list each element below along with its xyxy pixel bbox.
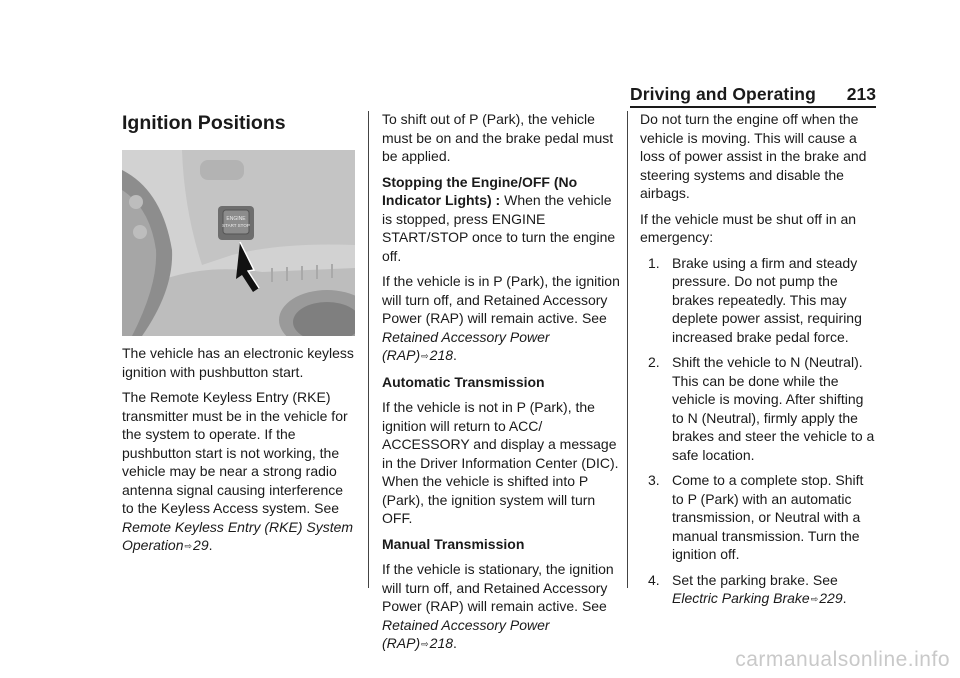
paragraph-keyless-ignition: The vehicle has an electronic keyless ignition with pushbutton start. — [122, 345, 354, 380]
column-divider-2 — [627, 111, 628, 588]
paragraph-automatic: If the vehicle is not in P (Park), the ignition will return to ACC/ ACCESSORY and display a message in the Driver Information Center (DIC). When the vehicle is shifted into P (Park), the ignition system will turn OFF. — [382, 399, 619, 526]
page-ref-arrow-icon: ⇨ — [421, 639, 429, 649]
page-ref-arrow-icon: ⇨ — [810, 594, 819, 604]
xref-electric-parking-brake[interactable]: Electric Parking Brake⇨229 — [672, 590, 843, 606]
page-number: 213 — [846, 84, 876, 104]
ignition-button-illustration — [122, 150, 355, 336]
list-item: 4. Set the parking brake. See Electric Parking Brake⇨229. — [648, 571, 847, 606]
page-ref-arrow-icon: ⇨ — [184, 541, 193, 551]
button-label-engine: ENGINE — [226, 216, 246, 222]
subheading-manual-transmission: Manual Transmission — [382, 535, 525, 552]
section-title: Driving and Operating — [630, 84, 816, 104]
section-heading: Ignition Positions — [122, 112, 286, 134]
paragraph-do-not-turn-off: Do not turn the engine off when the vehicle is moving. This will cause a loss of power assist in the brake and steering systems and disable the airbags. — [640, 111, 867, 201]
header-rule — [630, 106, 876, 108]
list-item: 2. Shift the vehicle to N (Neutral). This can be done while the vehicle is moving. After shifting to N (Neutral), firmly apply the brakes and steer the vehicle to a safe location. — [648, 354, 875, 463]
column-divider-1 — [368, 111, 369, 588]
paragraph-stopping-engine: Stopping the Engine/OFF (No Indicator Lights) : When the vehicle is stopped, press ENGINE START/STOP once to turn the engine off. — [382, 173, 616, 264]
paragraph-emergency: If the vehicle must be shut off in an emergency: — [640, 210, 857, 245]
paragraph-rap: If the vehicle is in P (Park), the ignition will turn off, and Retained Accessory Power (RAP) will remain active. See Retained Accessory Power (RAP)⇨218. — [382, 273, 620, 363]
paragraph-manual: If the vehicle is stationary, the ignition will turn off, and Retained Accessory Power (RAP) will remain active. See Retained Accessory Power (RAP)⇨218. — [382, 561, 614, 651]
column-1 — [122, 111, 358, 135]
paragraph-rke: The Remote Keyless Entry (RKE) transmitter must be in the vehicle for the system to operate. If the pushbutton start is not working, the vehicle may be near a strong radio antenna signal causing interference to the Keyless Access system. See Remote Keyless Entry (RKE) System Operation⇨29. — [122, 389, 354, 553]
list-item: 3. Come to a complete stop. Shift to P (Park) with an automatic transmission, or Neutral with a manual transmission. Turn the ignition off. — [648, 472, 864, 562]
xref-rap[interactable]: Retained Accessory Power (RAP)⇨218 — [382, 328, 550, 363]
button-label-start-stop: START STOP — [222, 223, 250, 228]
column-3 — [640, 110, 878, 616]
running-header — [620, 84, 876, 108]
subheading-automatic-transmission: Automatic Transmission — [382, 373, 545, 390]
xref-rke-system-operation[interactable]: Remote Keyless Entry (RKE) System Operation⇨29 — [122, 518, 354, 553]
xref-rap-2[interactable]: Retained Accessory Power (RAP)⇨218 — [382, 616, 550, 651]
list-item: 1. Brake using a firm and steady pressure. Do not pump the brakes repeatedly. This may deplete power assist, requiring increased brake pedal force. — [648, 254, 862, 345]
emergency-steps-list — [648, 254, 878, 609]
run-in-heading-stopping: Stopping the Engine/OFF (No Indicator Lights) : — [382, 173, 578, 208]
watermark: carmanualsonline.info — [735, 648, 950, 671]
column-1-body — [122, 344, 358, 563]
paragraph-shift-out-of-park: To shift out of P (Park), the vehicle must be on and the brake pedal must be applied. — [382, 111, 614, 164]
page-ref-arrow-icon: ⇨ — [421, 351, 429, 361]
column-2 — [382, 110, 620, 661]
